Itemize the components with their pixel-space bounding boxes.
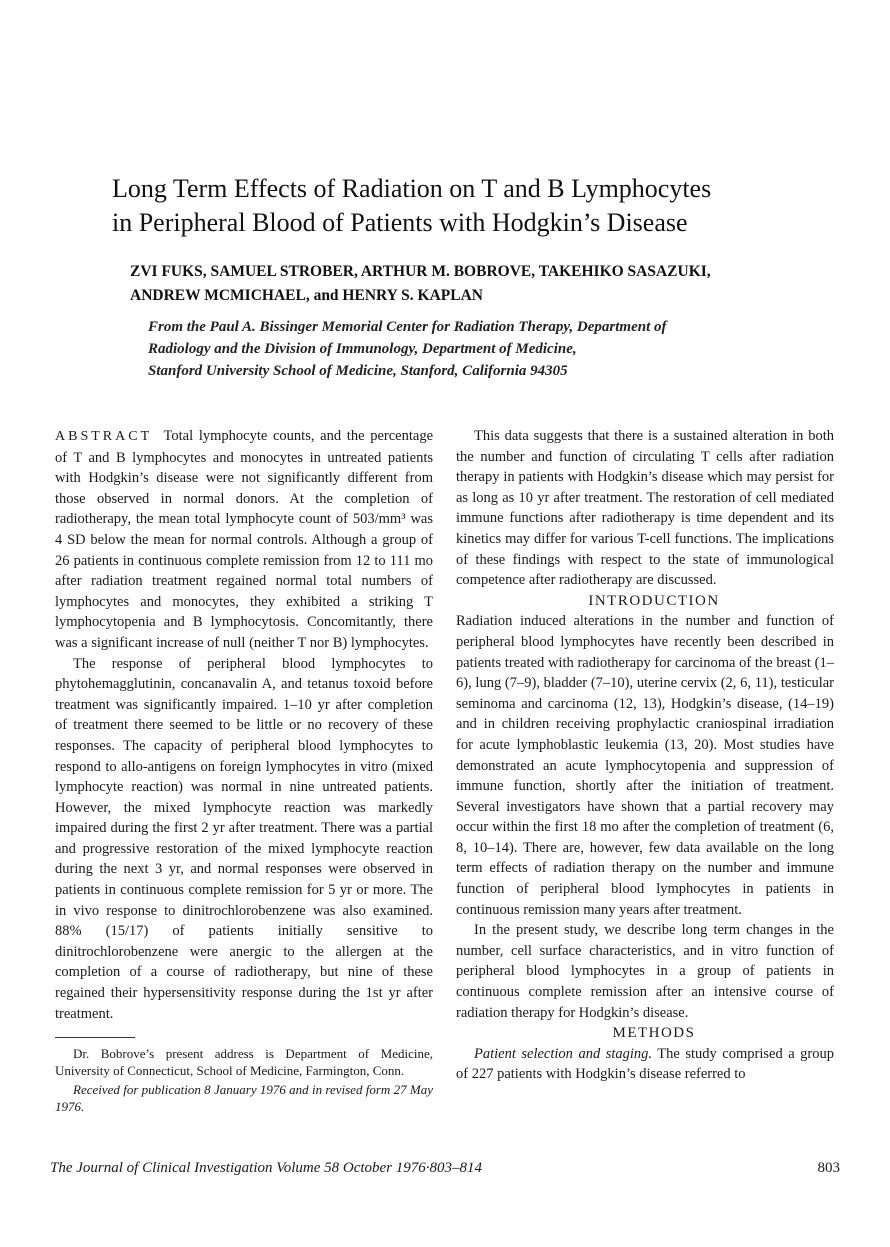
- authors-line-1: ZVI FUKS, SAMUEL STROBER, ARTHUR M. BOBROVE, TAKEHIKO SASAZUKI,: [130, 263, 711, 280]
- footnotes: [55, 1045, 433, 1117]
- affiliation: [148, 316, 788, 382]
- affiliation-line-2: Radiology and the Division of Immunology, Department of Medicine,: [148, 341, 577, 357]
- introduction-paragraph-2: In the present study, we describe long term changes in the number, cell surface characteristics, and in vitro function of peripheral blood lymphocytes in a group of patients in continuous complete remission after an intensive course of radiation therapy for Hodgkin’s disease.: [456, 922, 834, 1021]
- methods-paragraph-1: [456, 1044, 834, 1085]
- methods-run-in-heading: Patient selection and staging.: [474, 1045, 653, 1062]
- authors-line-2: ANDREW MCMICHAEL, and HENRY S. KAPLAN: [130, 287, 483, 304]
- page-footer: [50, 1160, 840, 1177]
- title-line-1: Long Term Effects of Radiation on T and B Lymphocytes: [112, 174, 712, 203]
- abstract-label: ABSTRACT: [55, 429, 153, 444]
- methods-heading: METHODS: [612, 1025, 696, 1042]
- author-list: [130, 260, 750, 308]
- left-column: [55, 426, 433, 1024]
- paper-title: [112, 172, 812, 240]
- introduction-paragraph-1: Radiation induced alterations in the number and function of peripheral blood lymphocytes have recently been described in patients treated with radiotherapy for carcinoma of the breast (1–6), lung (7–9), bladder (7–10), uterine cervix (2, 6, 11), testicular seminoma and carcinoma (12, 13), Hodgkin’s disease, (14–19) and in children receiving prophylactic craniospinal irradiation for acute lymphoblastic leukemia (13, 20). Most studies have demonstrated an acute lymphocytopenia and suppression of immune function, shortly after the initiation of treatment. Several investigators have shown that a partial recovery may occur within the first 18 mo after the completion of treatment (6, 8, 10–14). There are, however, few data available on the long term effects of radiation therapy on the number and immune function of peripheral blood lymphocytes in patients in continuous remission many years after treatment.: [456, 613, 834, 918]
- methods-text-1: The study comprised a group of 227 patients with Hodgkin’s disease referred to: [456, 1045, 834, 1083]
- right-column: [456, 426, 834, 1085]
- journal-citation: The Journal of Clinical Investigation Volume 58 October 1976·803–814: [50, 1160, 483, 1176]
- introduction-heading: INTRODUCTION: [588, 592, 720, 609]
- page-number: 803: [817, 1160, 840, 1176]
- abstract-paragraph-1: [55, 426, 433, 654]
- affiliation-line-1: From the Paul A. Bissinger Memorial Center for Radiation Therapy, Department of: [148, 319, 667, 335]
- affiliation-line-3: Stanford University School of Medicine, Stanford, California 94305: [148, 363, 568, 379]
- abstract-text-1: Total lymphocyte counts, and the percentage of T and B lymphocytes and monocytes in untreated patients with Hodgkin’s disease were not significantly different from those observed in normal donors. At the completion of radiotherapy, the mean total lymphocyte count of 503/mm³ was 4 SD below the mean for normal controls. Although a group of 26 patients in continuous complete remission from 12 to 111 mo after radiation treatment regained normal total numbers of lymphocytes and monocytes, they exhibited a striking T lymphocytopenia and B lymphocytosis. Concomitantly, there was a significant increase of null (neither T nor B) lymphocytes.: [55, 428, 433, 651]
- footnote-divider: [55, 1037, 135, 1038]
- footnote-address: Dr. Bobrove’s present address is Department of Medicine, University of Connecticut, School of Medicine, Farmington, Conn.: [55, 1046, 433, 1078]
- title-line-2: in Peripheral Blood of Patients with Hodgkin’s Disease: [112, 208, 688, 237]
- footnote-received: Received for publication 8 January 1976 and in revised form 27 May 1976.: [55, 1082, 433, 1114]
- abstract-paragraph-3: This data suggests that there is a sustained alteration in both the number and function of circulating T cells after radiation therapy in patients with Hodgkin’s disease which may persist for as long as 10 yr after treatment. The restoration of cell mediated immune functions after radiotherapy is time dependent and its kinetics may differ for various T-cell functions. The implications of these findings with respect to the state of immunological competence after radiotherapy are discussed.: [456, 428, 834, 589]
- abstract-paragraph-2: The response of peripheral blood lymphocytes to phytohemagglutinin, concanavalin A, and tetanus toxoid before treatment was significantly impaired. 1–10 yr after completion of treatment there seemed to be little or no recovery of these responses. The capacity of peripheral blood lymphocytes to respond to allo-antigens on foreign lymphocytes in vitro (mixed lymphocyte reaction) was normal in nine untreated patients. However, the mixed lymphocyte reaction was markedly impaired during the first 2 yr after treatment. There was a partial and progressive restoration of the mixed lymphocyte reaction during the next 3 yr, and normal responses were observed in patients in continuous complete remission for 5 yr or more. The in vivo response to dinitrochlorobenzene was also examined. 88% (15/17) of patients initially sensitive to dinitrochlorobenzene were anergic to the allergen at the completion of a course of radiotherapy, but nine of these regained their hypersensitivity response during the 1st yr after treatment.: [55, 655, 433, 1022]
